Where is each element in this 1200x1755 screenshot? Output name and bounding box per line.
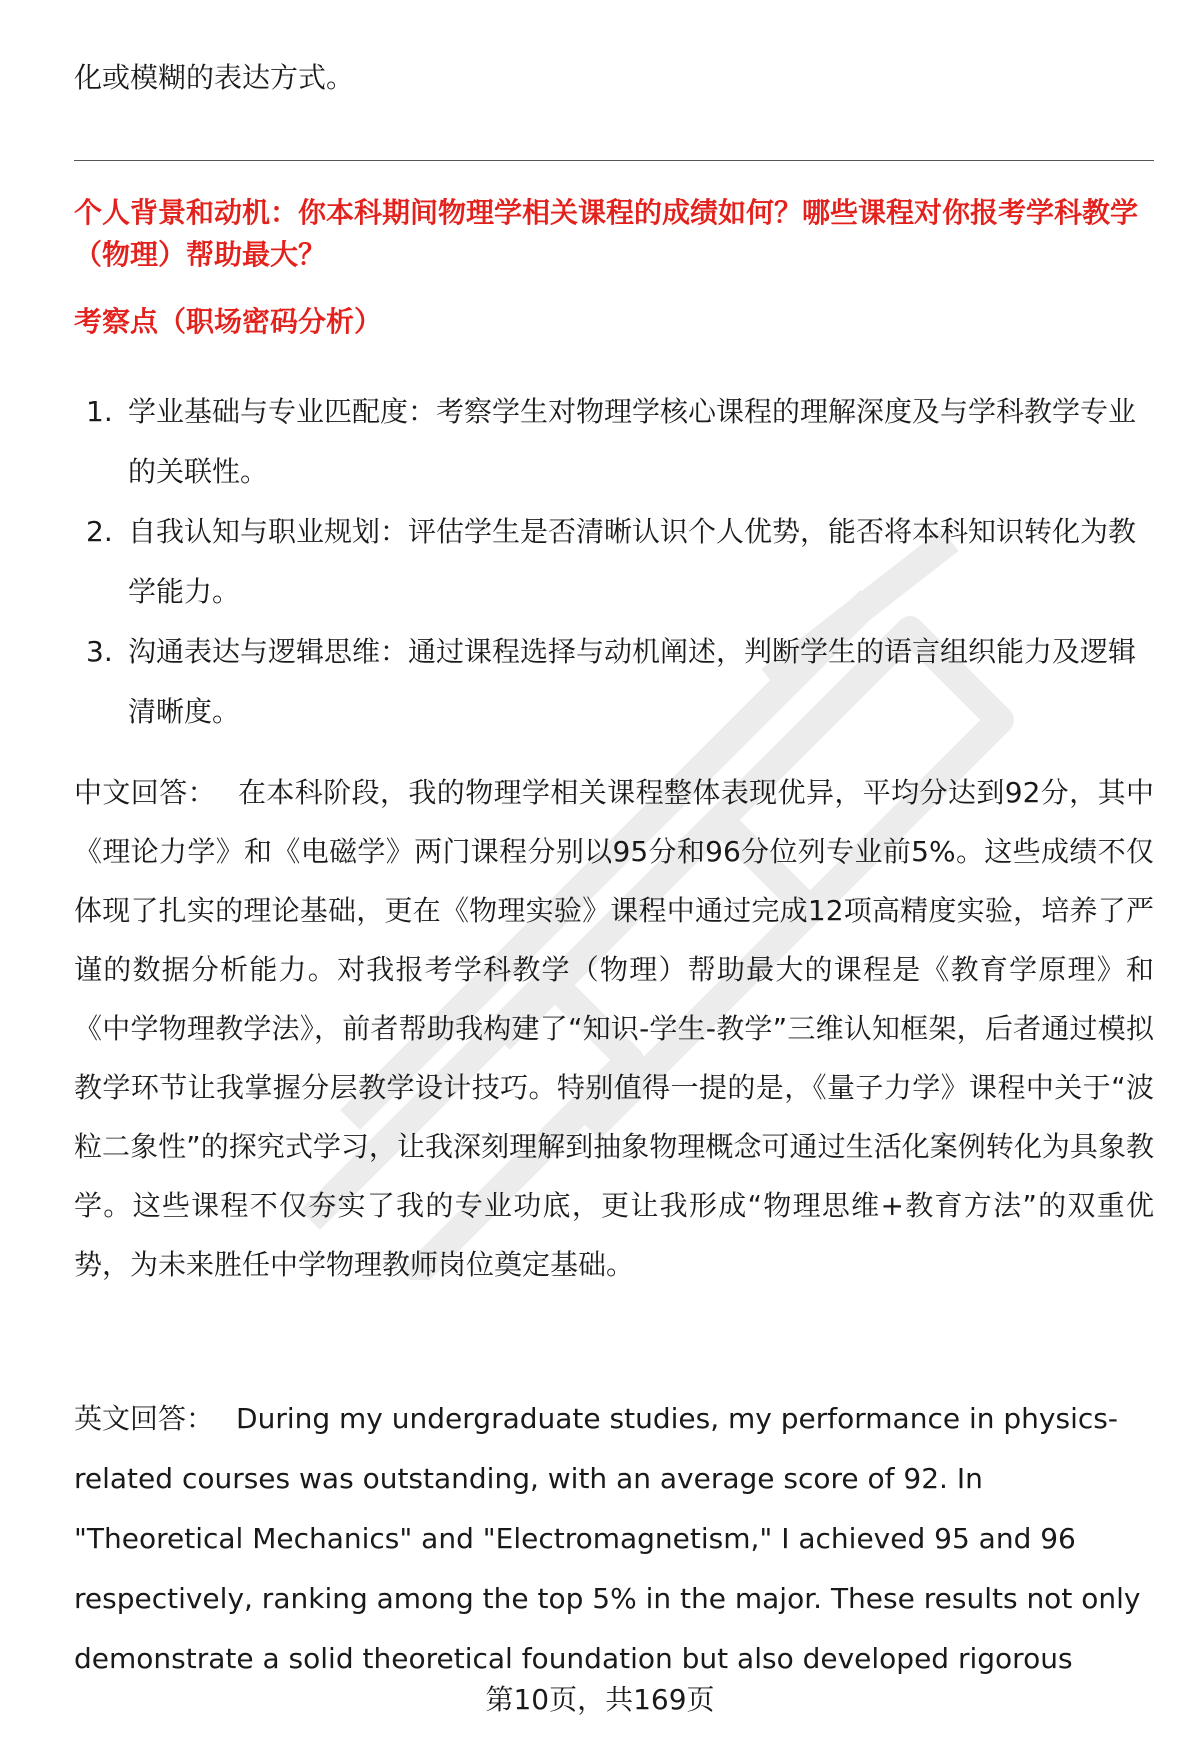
list-item-text: 学业基础与专业匹配度：考察学生对物理学核心课程的理解深度及与学科教学专业的关联性。 [128, 395, 1137, 488]
chinese-answer-text: 在本科阶段，我的物理学相关课程整体表现优异，平均分达到92分，其中《理论力学》和《电磁学》两门课程分别以95分和96分位列专业前5%。这些成绩不仅体现了扎实的理论基础，更在《物理实验》课程中通过完成12项高精度实验，培养了严谨的数据分析能力。对我报考学科教学（物理）帮助最大的课程是《教育学原理》和《中学物理教学法》，前者帮助我构建了“知识-学生-教学”三维认知框架，后者通过模拟教学环节让我掌握分层教学设计技巧。特别值得一提的是，《量子力学》课程中关于“波粒二象性”的探究式学习，让我深刻理解到抽象物理概念可通过生活化案例转化为具象教学。这些课程不仅夯实了我的专业功底，更让我形成“物理思维+教育方法”的双重优势，为未来胜任中学物理教师岗位奠定基础。 [74, 776, 1154, 1281]
english-answer-text: During my undergraduate studies, my performance in physics-related courses was outstanding, with an average score of 92. In "Theoretical Mechanics" and "Electromagnetism," I achieved 95 and 96 respectively, ranking among the top 5% in the major. These results not only demonstrate a solid theoretical foundation but also developed rigorous [74, 1402, 1141, 1675]
list-item-text: 沟通表达与逻辑思维：通过课程选择与动机阐述，判断学生的语言组织能力及逻辑清晰度。 [128, 635, 1137, 728]
question-heading: 个人背景和动机：你本科期间物理学相关课程的成绩如何？哪些课程对你报考学科教学（物理）帮助最大？ [74, 196, 1139, 271]
focus-title: 考察点（职场密码分析） [74, 305, 383, 338]
list-item-number: 3. [86, 635, 113, 668]
list-item-number: 2. [86, 515, 113, 548]
list-item-number: 1. [86, 395, 113, 428]
list-item [74, 622, 1154, 742]
continuation-text: 化或模糊的表达方式。 [74, 61, 355, 94]
list-item-text: 自我认知与职业规划：评估学生是否清晰认识个人优势，能否将本科知识转化为教学能力。 [128, 515, 1137, 608]
english-answer-label: 英文回答： [74, 1402, 215, 1435]
focus-list [74, 382, 1154, 742]
list-item [74, 382, 1154, 502]
page-footer: 第10页，共169页 [485, 1683, 715, 1716]
chinese-answer [74, 763, 1154, 1294]
list-item [74, 502, 1154, 622]
english-answer [74, 1389, 1154, 1689]
chinese-answer-label: 中文回答： [74, 776, 216, 809]
section-divider [74, 160, 1154, 161]
